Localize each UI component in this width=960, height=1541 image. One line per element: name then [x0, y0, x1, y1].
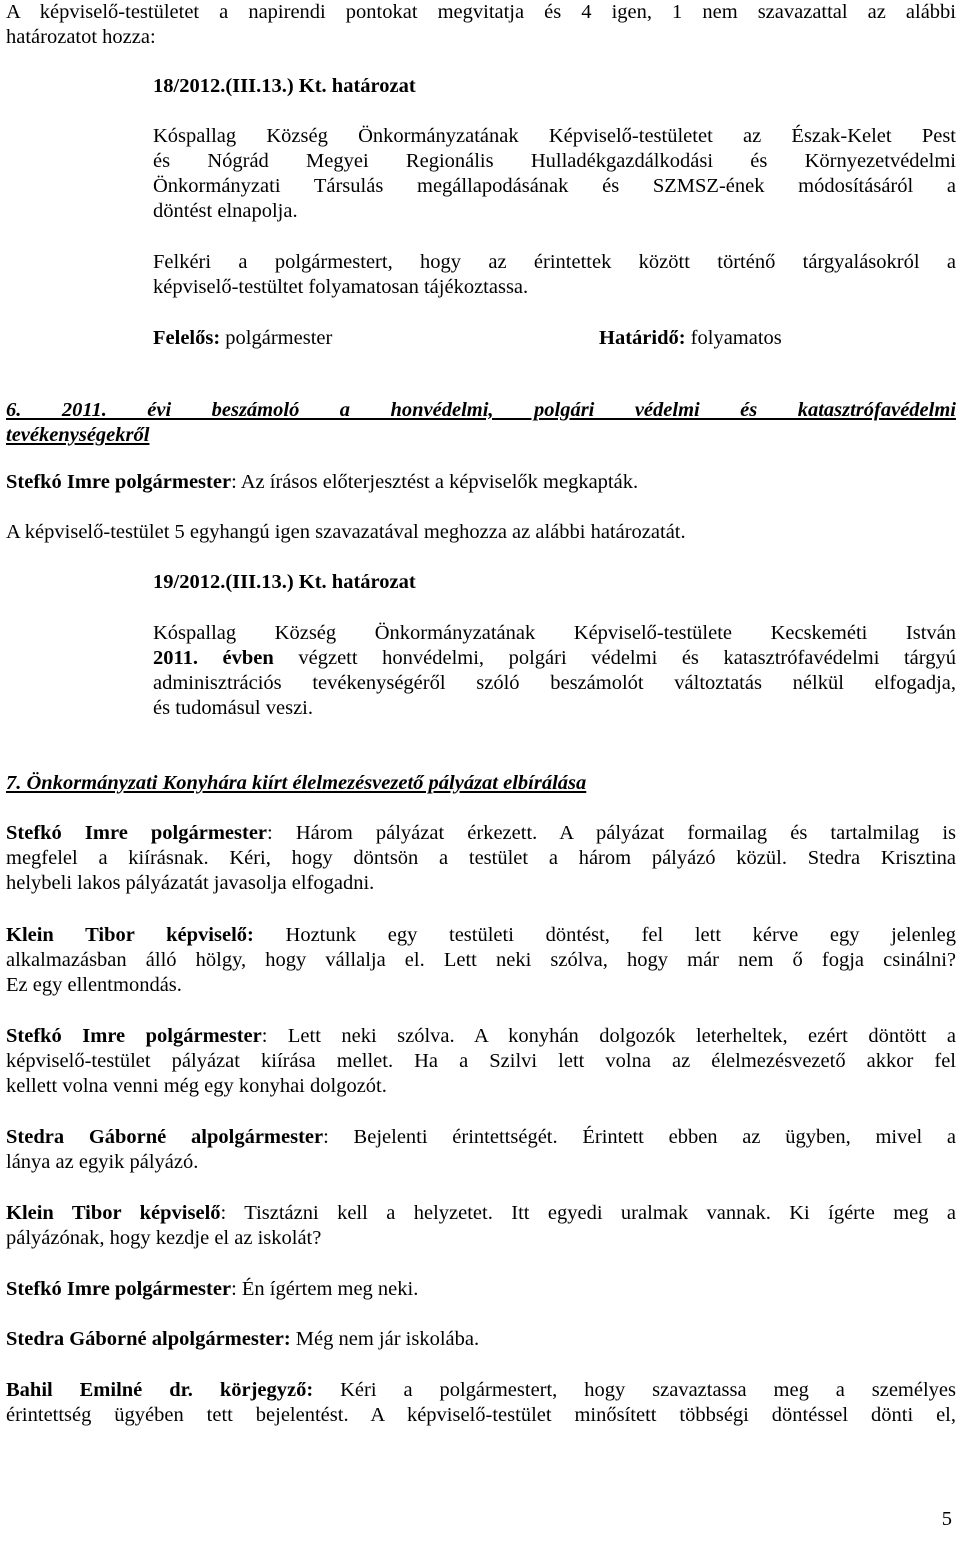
- statement-line: érintettség ügyében tett bejelentést. A képviselő-testület minősített többségi döntéssel dönti el,: [6, 1404, 956, 1426]
- statement-line: alkalmazásban álló hölgy, hogy vállalja el. Lett neki szólva, hogy már nem ő fogja csinálni?: [6, 949, 956, 971]
- statement-block: [6, 1378, 956, 1428]
- vote-text: A képviselő-testület 5 egyhangú igen szavazatával meghozza az alábbi határozatát.: [6, 521, 686, 543]
- resolution-18-body: [153, 124, 956, 224]
- statement-block: [6, 1277, 956, 1302]
- item-6-statement: [6, 470, 956, 495]
- statement-block: [6, 1201, 956, 1251]
- statement-line: kellett volna venni még egy konyhai dolgozót.: [6, 1075, 387, 1097]
- statement-block: [6, 1125, 956, 1175]
- speaker: Klein Tibor képviselő: [6, 1202, 221, 1224]
- statement-line: Stefkó Imre polgármester: Én ígértem meg neki.: [6, 1278, 419, 1300]
- res18-body-line: döntést elnapolja.: [153, 200, 298, 222]
- item-6-heading-line-2: tevékenységekről: [6, 424, 150, 446]
- speaker: Stefkó Imre polgármester: [6, 822, 268, 844]
- resolution-18: [6, 74, 956, 99]
- speaker: Bahil Emilné dr. körjegyző:: [6, 1379, 314, 1401]
- statement-line: Stedra Gáborné alpolgármester: Bejelenti érintettségét. Érintett ebben az ügyben, mivel a: [6, 1126, 957, 1148]
- resolution-18-meta: [6, 326, 956, 351]
- speaker: Stefkó Imre polgármester: [6, 1025, 262, 1047]
- statement-line: [6, 470, 956, 495]
- res19-line: és tudomásul veszi.: [153, 697, 313, 719]
- item-6-heading-line-1: 6. 2011. évi beszámoló a honvédelmi, polgári védelmi és katasztrófavédelmi: [6, 399, 956, 421]
- statement-line: képviselő-testület pályázat kiírása mellet. Ha a Szilvi lett volna az élelmezésvezető akkor fel: [6, 1050, 956, 1072]
- intro-line-2: határozatot hozza:: [6, 26, 156, 48]
- speaker: Klein Tibor képviselő:: [6, 924, 254, 946]
- statement-line: Stefkó Imre polgármester: Három pályázat érkezett. A pályázat formailag és tartalmilag is: [6, 822, 956, 844]
- speaker: Stefkó Imre polgármester: [6, 471, 232, 493]
- statement-block: [6, 821, 956, 896]
- item-6-heading: [6, 398, 956, 448]
- resolution-19-title: [6, 570, 956, 595]
- statement-line: megfelel a kiírásnak. Kéri, hogy döntsön a testület a három pályázó közül. Stedra Krisztina: [6, 847, 956, 869]
- speaker: Stefkó Imre polgármester: [6, 1278, 232, 1300]
- intro-paragraph: [6, 0, 956, 50]
- statement-line: lánya az egyik pályázó.: [6, 1151, 199, 1173]
- item-6-vote: [6, 520, 956, 545]
- statement-line: Ez egy ellentmondás.: [6, 974, 182, 996]
- res19-line: adminisztrációs tevékenységéről szóló beszámolót változtatás nélkül elfogadja,: [153, 672, 956, 694]
- statement-line: Stefkó Imre polgármester: Lett neki szólva. A konyhán dolgozók leterheltek, ezért döntött a: [6, 1025, 956, 1047]
- res18-request-line: képviselő-testültet folyamatosan tájékoztassa.: [153, 276, 529, 298]
- resolution-19-title-text: 19/2012.(III.13.) Kt. határozat: [153, 571, 416, 593]
- speech: : Az írásos előterjesztést a képviselők megkapták.: [231, 471, 639, 493]
- resolution-18-request: [153, 250, 956, 300]
- speaker: Stedra Gáborné alpolgármester: [6, 1126, 324, 1148]
- statement-line: Klein Tibor képviselő: Tisztázni kell a helyzetet. Itt egyedi uralmak vannak. Ki ígérte meg a: [6, 1202, 956, 1224]
- res18-body-line: Kóspallag Község Önkormányzatának Képviselő-testületet az Észak-Kelet Pest: [153, 125, 956, 147]
- resolution-18-title: 18/2012.(III.13.) Kt. határozat: [153, 75, 416, 97]
- statement-line: Bahil Emilné dr. körjegyző: Kéri a polgármestert, hogy szavaztassa meg a személyes: [6, 1379, 956, 1401]
- deadline: Határidő: folyamatos: [599, 327, 782, 349]
- statement-block: [6, 1024, 956, 1099]
- statement-line: Klein Tibor képviselő: Hoztunk egy testületi döntést, fel lett kérve egy jelenleg: [6, 924, 956, 946]
- speaker: Stedra Gáborné alpolgármester:: [6, 1328, 291, 1350]
- statement-line: helybeli lakos pályázatát javasolja elfogadni.: [6, 872, 375, 894]
- item-7-heading: [6, 771, 956, 796]
- res19-line: Kóspallag Község Önkormányzatának Képviselő-testülete Kecskeméti István: [153, 622, 956, 644]
- responsible: Felelős: polgármester: [153, 327, 333, 349]
- statement-line: Stedra Gáborné alpolgármester: Még nem jár iskolába.: [6, 1328, 480, 1350]
- page-number: 5: [941, 1508, 952, 1530]
- res19-line: 2011. évben végzett honvédelmi, polgári védelmi és katasztrófavédelmi tárgyú: [153, 647, 956, 669]
- res18-request-line: Felkéri a polgármestert, hogy az érintettek között történő tárgyalásokról a: [153, 251, 956, 273]
- document-page: [6, 0, 956, 1541]
- item-7-heading-text: 7. Önkormányzati Konyhára kiírt élelmezésvezető pályázat elbírálása: [6, 772, 587, 794]
- statement-line: pályázónak, hogy kezdje el az iskolát?: [6, 1227, 322, 1249]
- res18-body-line: Önkormányzati Társulás megállapodásának és SZMSZ-ének módosításáról a: [153, 175, 956, 197]
- intro-line-1: A képviselő-testületet a napirendi pontokat megvitatja és 4 igen, 1 nem szavazattal az alábbi: [6, 1, 956, 23]
- statement-block: [6, 1327, 956, 1352]
- res18-body-line: és Nógrád Megyei Regionális Hulladékgazdálkodási és Környezetvédelmi: [153, 150, 956, 172]
- resolution-19-body: [153, 621, 956, 721]
- statement-block: [6, 923, 956, 998]
